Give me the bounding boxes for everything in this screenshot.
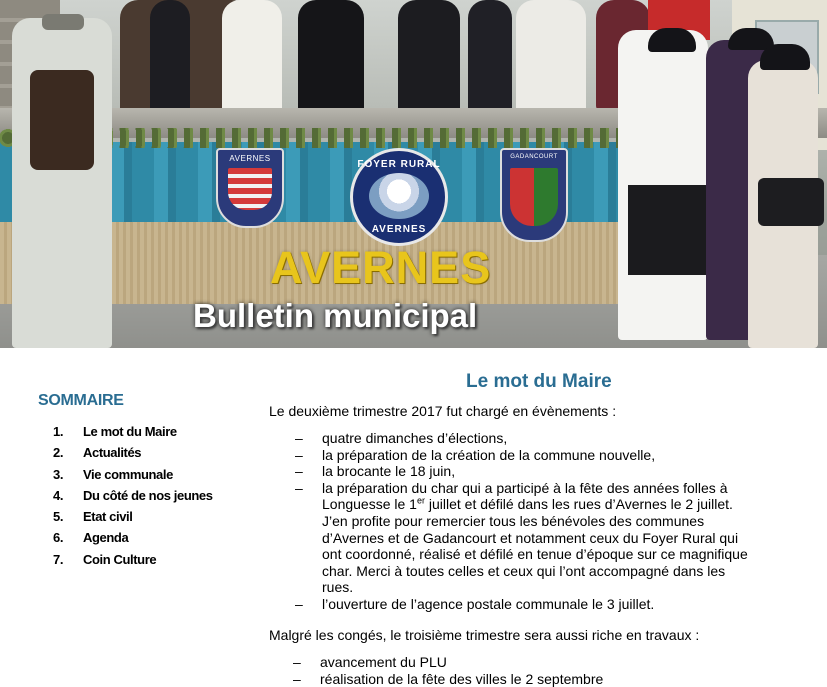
bullet-dash: –: [295, 479, 303, 496]
event-text: quatre dimanches d’élections,: [322, 430, 508, 446]
char-line: char. Merci à toutes celles et ceux qui l’ont accompagné dans les: [322, 562, 726, 579]
char-line: la préparation du char qui a participé à la fête des années folles à: [322, 479, 728, 496]
work-item: [293, 654, 603, 671]
person-float-4: [398, 0, 460, 118]
black-handbag: [758, 178, 824, 226]
person-float-5: [468, 0, 512, 115]
article-intro: Le deuxième trimestre 2017 fut chargé en évènements :: [269, 403, 617, 419]
foyer-rural-emblem: [350, 148, 448, 246]
black-skirt: [628, 185, 708, 275]
sommaire-item: [53, 445, 213, 466]
ordinal-superscript: er: [416, 495, 425, 506]
brown-vest: [30, 70, 94, 170]
flat-cap: [42, 14, 84, 30]
emblem-top-text: FOYER RURAL: [357, 159, 441, 170]
work-text: réalisation de la fête des villes le 2 septembre: [320, 670, 604, 687]
sommaire-item-label: Le mot du Maire: [83, 424, 177, 439]
gadancourt-crest: [500, 148, 568, 242]
sommaire-item: [53, 488, 213, 509]
sommaire-item-number: 1.: [53, 424, 64, 439]
cover-subtitle: Bulletin municipal: [193, 297, 478, 334]
event-item: [295, 447, 748, 464]
char-line: d’Avernes et de Gadancourt et notamment ceux du Foyer Rural qui: [322, 529, 739, 546]
article-paragraph-2: Malgré les congés, le troisième trimestre sera aussi riche en travaux :: [269, 627, 700, 643]
sommaire-list: [53, 424, 213, 573]
avernes-crest-label: AVERNES: [229, 154, 271, 163]
sommaire-item-label: Actualités: [83, 445, 142, 461]
event-text: l’ouverture de l’agence postale communale le 3 juillet.: [322, 595, 655, 612]
bullet-dash: –: [295, 446, 303, 463]
sommaire-item: [53, 424, 213, 445]
emblem-bottom-text: AVERNES: [371, 224, 427, 235]
bullet-dash: –: [293, 654, 301, 670]
cloche-hat-3: [760, 44, 810, 70]
sommaire-item: [53, 509, 213, 530]
sommaire-item-number: 7.: [53, 551, 64, 567]
man-in-vest: [12, 18, 112, 348]
cover-title: AVERNES: [270, 242, 492, 293]
sommaire-item-label: Agenda: [83, 530, 129, 546]
char-line: juillet et défilé dans les rues d’Avernes le 2 juillet.: [424, 496, 733, 513]
article-title: Le mot du Maire: [466, 371, 612, 392]
emblem-landscape: [369, 173, 429, 219]
sommaire-item-label: Du côté de nos jeunes: [83, 487, 213, 503]
bullet-dash: –: [295, 595, 303, 612]
person-float-6: [516, 0, 586, 112]
sommaire-item-number: 2.: [53, 445, 64, 461]
sommaire-item-label: Vie communale: [83, 466, 173, 482]
event-text: la préparation de la création de la commune nouvelle,: [322, 446, 656, 463]
sommaire-item-label: Coin Culture: [83, 551, 157, 567]
event-item: [295, 463, 748, 480]
sommaire-item-label: Etat civil: [83, 509, 133, 525]
events-list: [295, 430, 748, 613]
gadancourt-crest-label: GADANCOURT: [510, 154, 558, 160]
event-item: [295, 430, 748, 447]
work-item: [293, 671, 603, 687]
bullet-dash: –: [295, 430, 303, 446]
sommaire-item-number: 6.: [53, 530, 64, 546]
works-list: [293, 654, 603, 687]
work-text: avancement du PLU: [320, 654, 447, 670]
sommaire-item-number: 5.: [53, 509, 64, 525]
event-text: la brocante le 18 juin,: [322, 463, 456, 480]
event-item: [295, 596, 748, 613]
char-line: J’en profite pour remercier tous les bénévoles des communes: [322, 512, 705, 529]
avernes-crest: [216, 148, 284, 228]
sommaire-item: [53, 467, 213, 488]
sommaire-item: [53, 530, 213, 551]
bullet-dash: –: [293, 670, 301, 687]
char-line: rues.: [322, 579, 354, 596]
sommaire-item: [53, 552, 213, 573]
cloche-hat-1: [648, 28, 696, 52]
bullet-dash: –: [295, 463, 303, 480]
sommaire-item-number: 4.: [53, 487, 64, 503]
char-line: Longuesse le 1: [322, 496, 417, 513]
sommaire-item-number: 3.: [53, 466, 64, 482]
event-item-char: [295, 480, 748, 596]
person-float-2: [222, 0, 282, 125]
sommaire-title: SOMMAIRE: [38, 392, 124, 409]
char-line: ont coordonné, réalisé et défilé en tenue d’époque sur ce magnifique: [322, 546, 748, 563]
